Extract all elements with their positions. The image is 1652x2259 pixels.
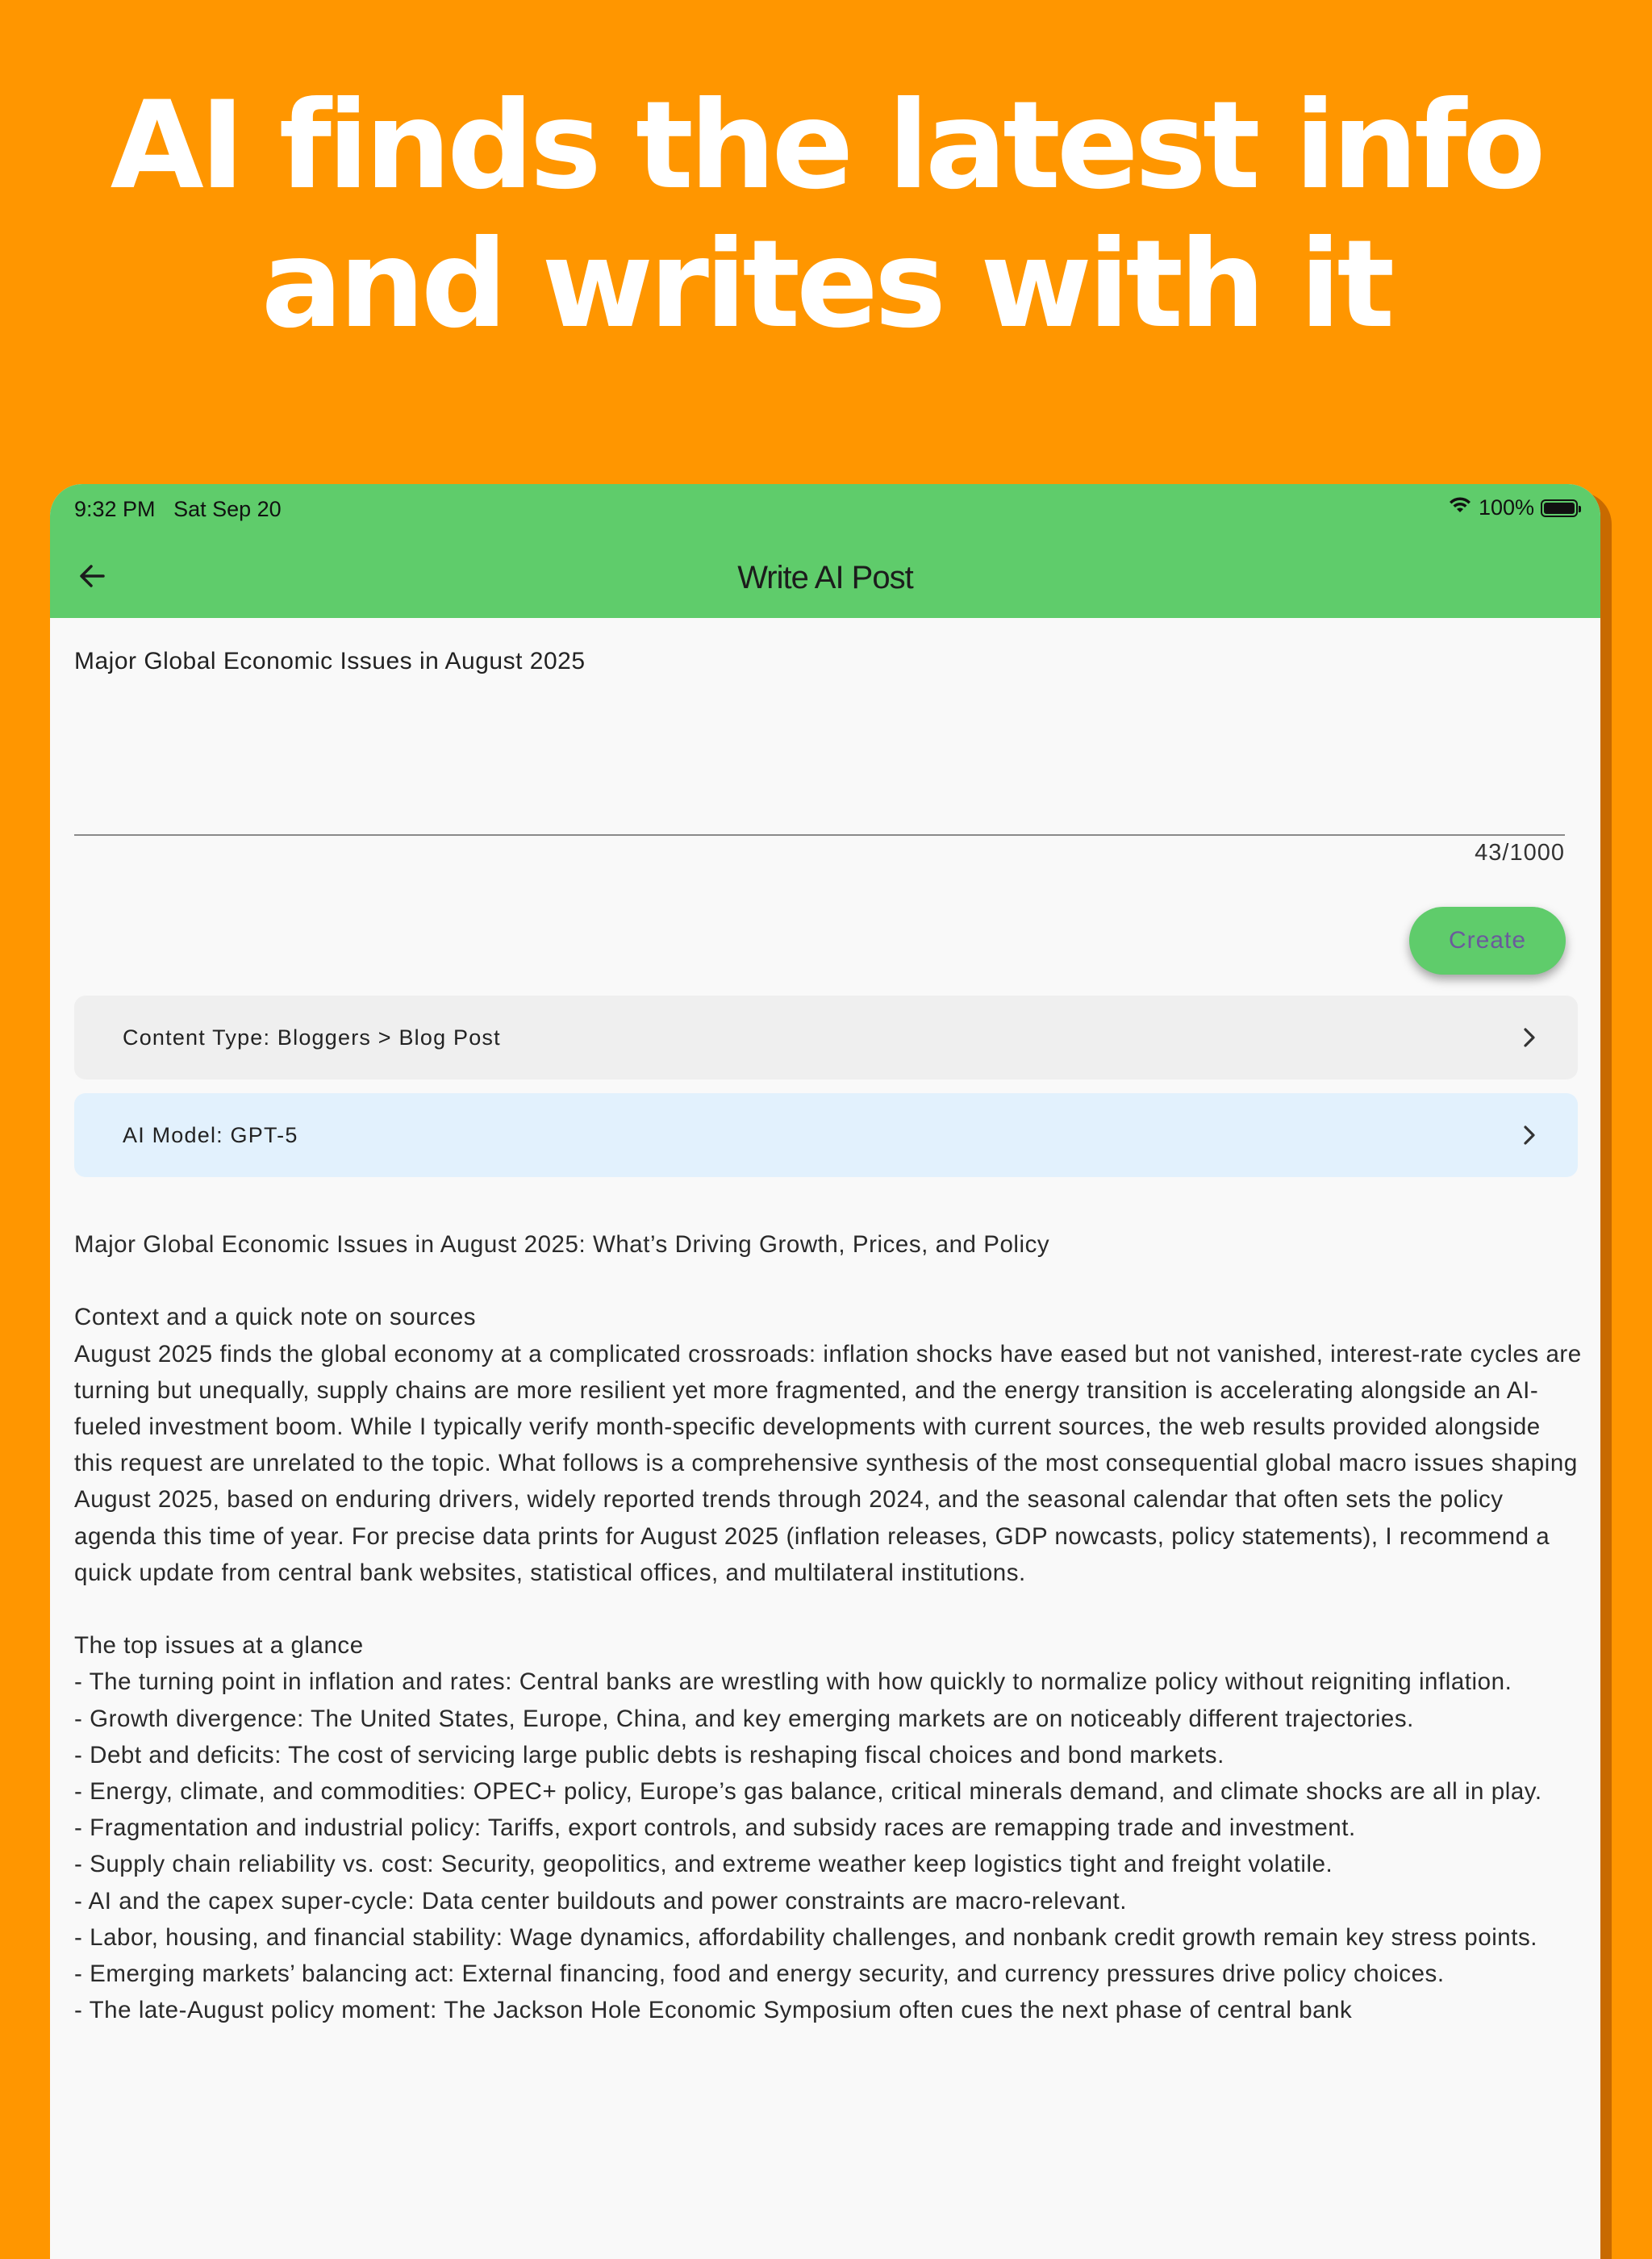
bullet-item: - Growth divergence: The United States, Europe, China, and key emerging markets are on noticeably different trajectories. [74, 1705, 1414, 1732]
status-clock: 9:32 PM [74, 497, 156, 521]
bullet-item: - Energy, climate, and commodities: OPEC+ policy, Europe’s gas balance, critical minerals demand, and climate shocks are all in play. [74, 1778, 1542, 1806]
device-screen [50, 484, 1600, 2259]
generated-post [74, 1226, 1583, 2028]
context-heading: Context and a quick note on sources [74, 1304, 477, 1331]
character-counter: 43/1000 [1475, 840, 1565, 866]
battery-icon [1541, 499, 1578, 517]
status-date: Sat Sep 20 [173, 497, 282, 521]
bullet-item: - Labor, housing, and financial stability: Wage dynamics, affordability challenges, and nonbank credit growth remain key stress points. [74, 1923, 1538, 1951]
bullet-item: - AI and the capex super-cycle: Data center buildouts and power constraints are macro-relevant. [74, 1887, 1128, 1915]
battery-percent: 100% [1478, 495, 1534, 520]
prompt-input[interactable] [74, 645, 1565, 836]
app-bar [50, 537, 1600, 618]
promo-headline [0, 77, 1652, 354]
prompt-input-value: Major Global Economic Issues in August 2025 [74, 648, 586, 674]
paragraph-gap [74, 1591, 1583, 1627]
bullet-item: - Emerging markets’ balancing act: External financing, food and energy security, and currency pressures drive policy choices. [74, 1960, 1445, 1988]
wifi-icon [1448, 495, 1472, 520]
content-type-selector[interactable] [74, 996, 1578, 1079]
chevron-right-icon [1521, 1026, 1537, 1054]
context-body: August 2025 finds the global economy at a complicated crossroads: inflation shocks have eased but not vanished, interest-rate cycles are turning but unequally, supply chains are more resilient yet more fragmented, and the energy transition is accelerating alongside an AI-fueled investment boom. While I typically verify month-specific developments with current sources, the web results provided alongside this request are unrelated to the topic. What follows is a comprehensive synthesis of the most consequential global macro issues shaping August 2025, based on enduring drivers, widely reported trends through 2024, and the seasonal calendar that often sets the policy agenda this time of year. For precise data prints for August 2025 (inflation releases, GDP nowcasts, policy statements), I recommend a quick update from central bank websites, statistical offices, and multilateral institutions. [74, 1340, 1582, 1586]
status-right [1448, 495, 1578, 520]
page-title: Write AI Post [737, 560, 913, 595]
bullet-item: - Supply chain reliability vs. cost: Security, geopolitics, and extreme weather keep logistics tight and freight volatile. [74, 1851, 1333, 1878]
bullet-item: - Debt and deficits: The cost of servicing large public debts is reshaping fiscal choices and bond markets. [74, 1741, 1224, 1768]
chevron-right-icon [1521, 1124, 1537, 1152]
status-bar [50, 484, 1600, 537]
ai-model-selector[interactable] [74, 1093, 1578, 1177]
glance-heading: The top issues at a glance [74, 1632, 364, 1660]
create-button[interactable]: Create [1409, 907, 1566, 975]
paragraph-gap [74, 1263, 1583, 1299]
ai-model-label: AI Model: GPT-5 [123, 1122, 298, 1147]
status-time [74, 497, 282, 522]
post-title: Major Global Economic Issues in August 2025: What’s Driving Growth, Prices, and Policy [74, 1231, 1050, 1258]
bullet-item: - The late-August policy moment: The Jackson Hole Economic Symposium often cues the next phase of central bank [74, 1997, 1353, 2024]
bullet-item: - The turning point in inflation and rates: Central banks are wrestling with how quickly to normalize policy without reigniting inflation. [74, 1668, 1512, 1696]
content-type-label: Content Type: Bloggers > Blog Post [123, 1025, 501, 1050]
headline-line-1: AI finds the latest info [110, 76, 1542, 216]
bullet-item: - Fragmentation and industrial policy: Tariffs, export controls, and subsidy races are remapping trade and investment. [74, 1814, 1356, 1842]
headline-line-2: and writes with it [261, 215, 1391, 355]
